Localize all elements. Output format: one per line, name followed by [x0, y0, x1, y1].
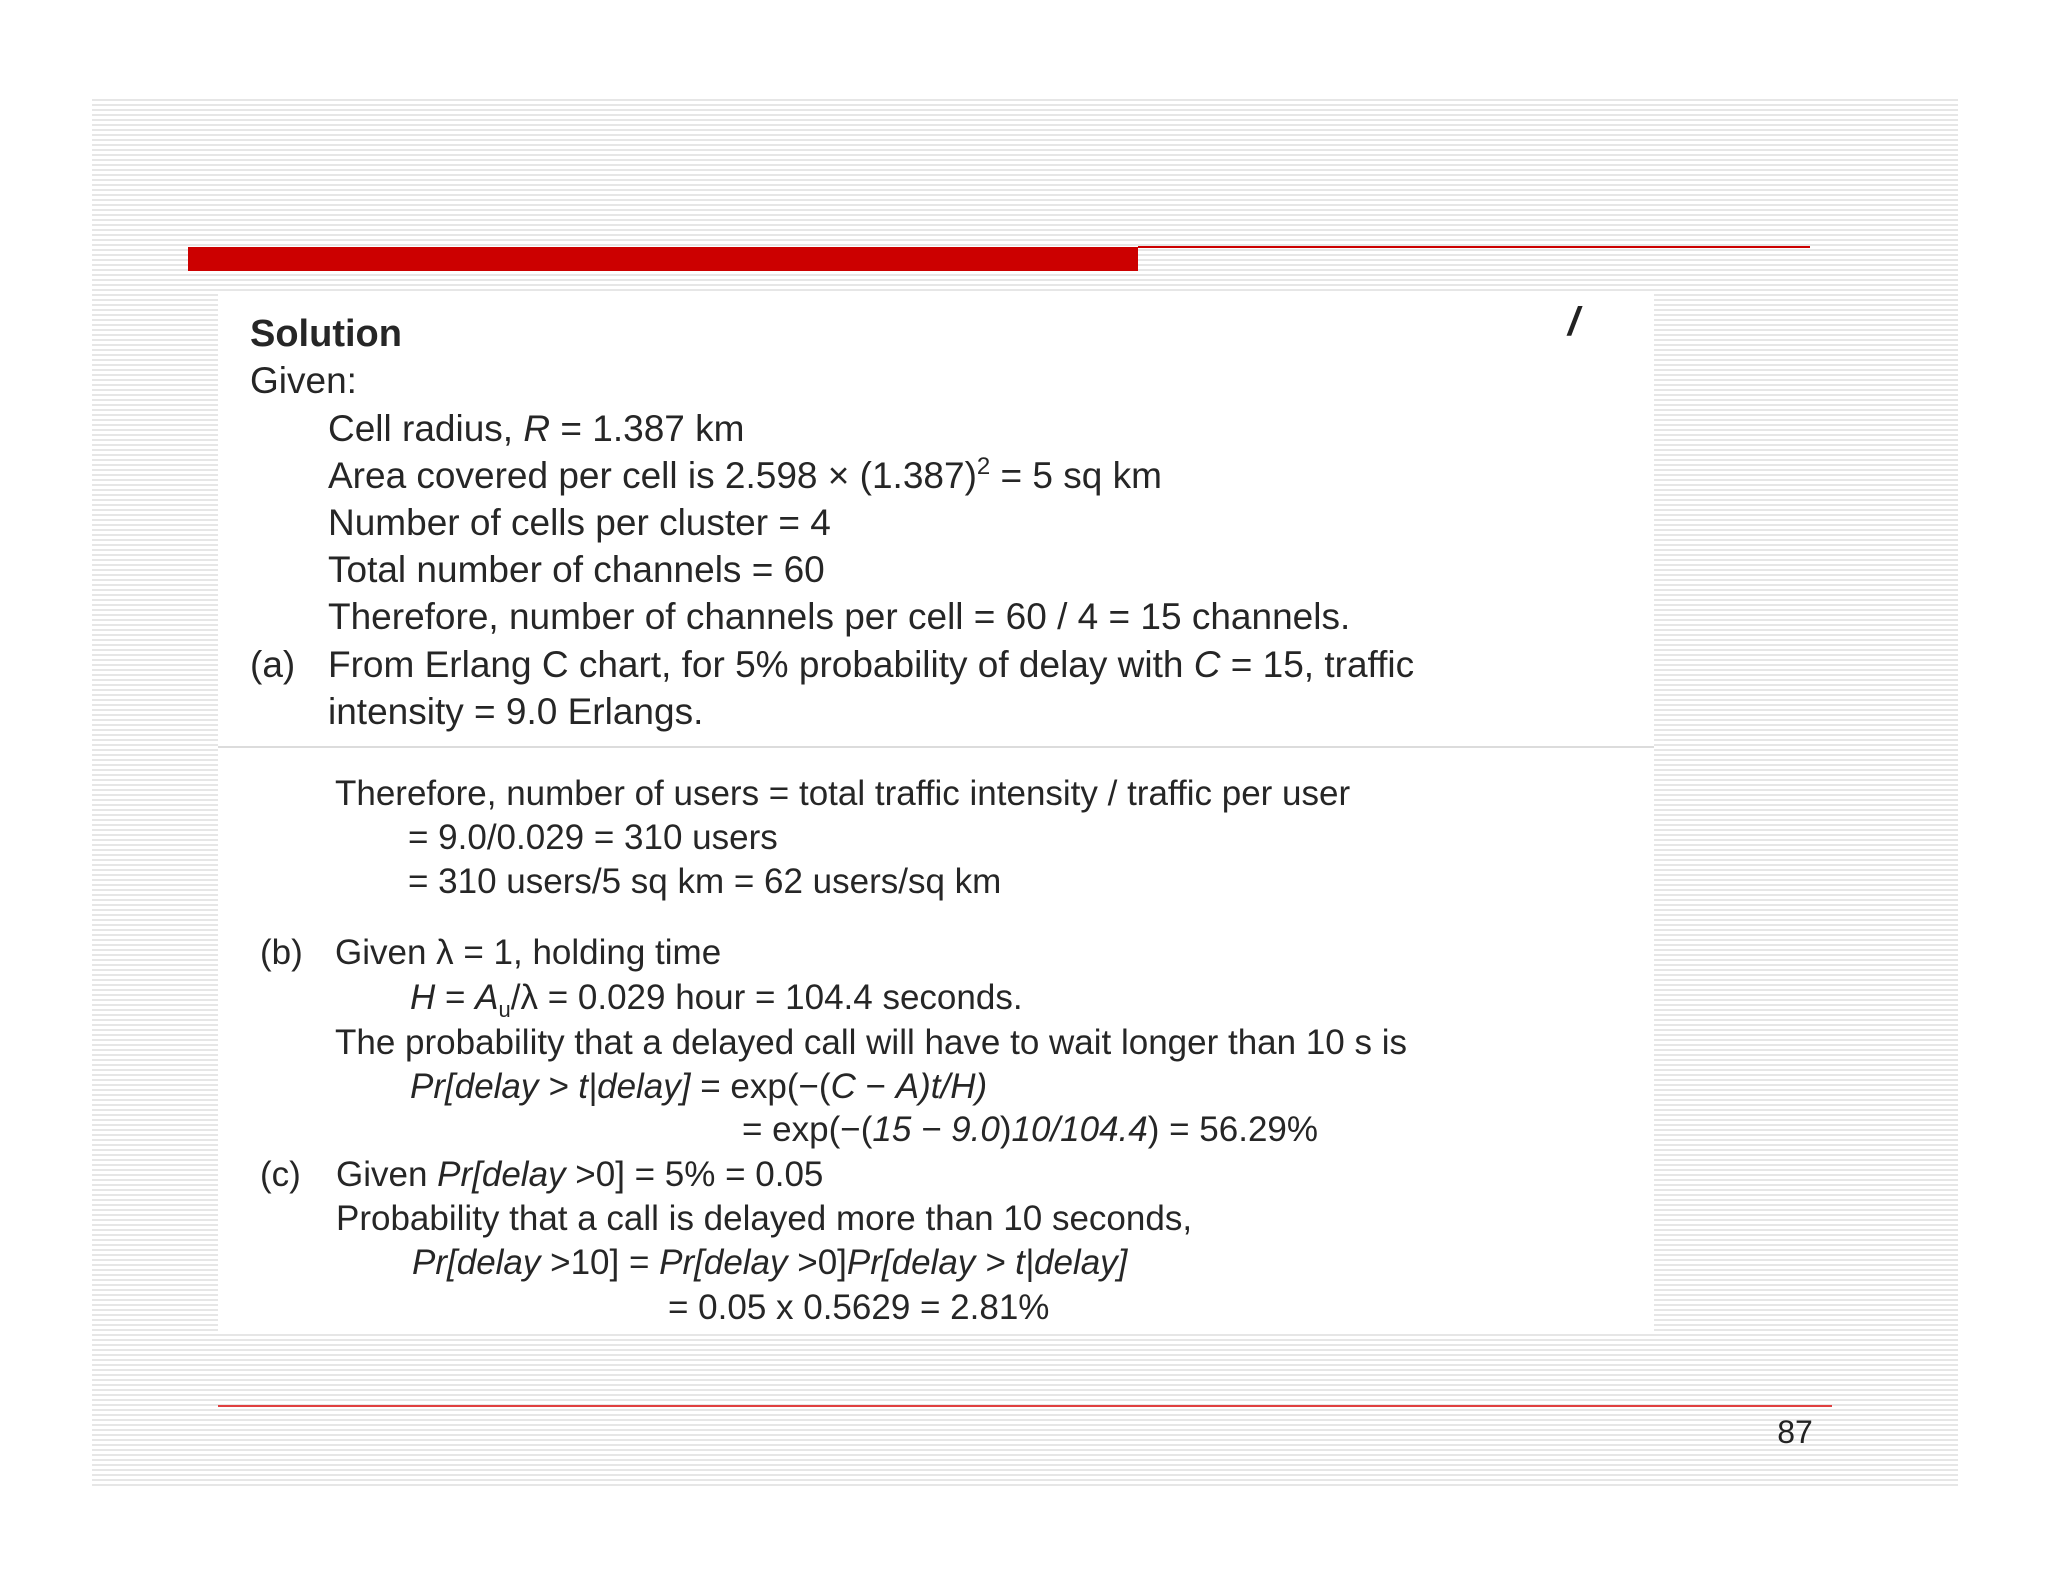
holding-time-line — [410, 978, 1023, 1022]
cell-radius-var: R — [523, 408, 551, 449]
footer-accent-line — [218, 1405, 1832, 1407]
traffic-subscript: u — [498, 997, 511, 1022]
delay-result-italic: 15 − 9.0 — [872, 1110, 1000, 1149]
part-c-line3-a: Pr[delay — [412, 1243, 541, 1282]
area-value: = 5 sq km — [990, 455, 1162, 496]
total-channels-line: Total number of channels = 60 — [328, 549, 825, 590]
title-accent-bar — [188, 247, 1138, 271]
part-b-line3: The probability that a delayed call will have to wait longer than 10 s is — [335, 1023, 1407, 1062]
delay-formula-line — [410, 1069, 987, 1104]
part-c-line4: = 0.05 x 0.5629 = 2.81% — [668, 1288, 1050, 1327]
cell-radius-prefix: Cell radius, — [328, 408, 524, 449]
part-c-line1 — [336, 1157, 823, 1192]
part-c-line3-c: Pr[delay — [659, 1243, 788, 1282]
part-a-line2: intensity = 9.0 Erlangs. — [328, 691, 704, 732]
part-a-label: (a) — [250, 644, 296, 685]
title-accent-line — [1138, 246, 1810, 248]
corner-mark: / — [1568, 300, 1580, 344]
traffic-var: A — [475, 978, 499, 1017]
area-prefix: Area covered per cell is 2.598 × (1.387) — [328, 455, 977, 496]
users-line1: Therefore, number of users = total traffic intensity / traffic per user — [335, 774, 1351, 813]
delay-formula-c: C — [830, 1067, 856, 1106]
delay-formula-pr: Pr[delay > t|delay] — [410, 1067, 691, 1106]
holding-time-value: /λ = 0.029 hour = 104.4 seconds. — [510, 978, 1023, 1017]
delay-formula-minus: − — [855, 1067, 896, 1106]
delay-result-italic2: 10/104.4 — [1011, 1110, 1148, 1149]
area-exponent: 2 — [976, 453, 991, 480]
cells-per-cluster-line: Number of cells per cluster = 4 — [328, 502, 831, 543]
part-c-line2: Probability that a call is delayed more than 10 seconds, — [336, 1199, 1193, 1238]
part-c-line1-a: Given — [336, 1155, 438, 1194]
part-c-line3 — [412, 1245, 1127, 1280]
part-c-line3-d: >0] — [787, 1243, 847, 1282]
part-c-line3-b: >10] = — [540, 1243, 660, 1282]
part-a-line1-suffix: = 15, traffic — [1220, 644, 1415, 685]
cell-radius-value: = 1.387 km — [550, 408, 745, 449]
delay-formula-eq: = exp(−( — [690, 1067, 831, 1106]
delay-result-b: ) — [999, 1110, 1012, 1149]
users-line3: = 310 users/5 sq km = 62 users/sq km — [408, 862, 1002, 901]
panel-divider — [218, 746, 1654, 748]
given-label: Given: — [250, 360, 357, 401]
part-b-label: (b) — [260, 933, 303, 972]
page-number: 87 — [1777, 1414, 1813, 1450]
holding-time-var: H — [410, 978, 436, 1017]
part-c-label: (c) — [260, 1155, 301, 1194]
delay-result-a: = exp(−( — [742, 1110, 873, 1149]
area-line — [328, 453, 1162, 496]
channels-per-cell-line: Therefore, number of channels per cell = 60 / 4 = 15 channels. — [328, 596, 1351, 637]
part-b-line1: Given λ = 1, holding time — [335, 933, 722, 972]
delay-result-line — [742, 1112, 1318, 1147]
solution-heading: Solution — [250, 313, 402, 355]
delay-formula-tail: )t/H) — [919, 1067, 988, 1106]
part-a-line1-prefix: From Erlang C chart, for 5% probability of delay with — [328, 644, 1194, 685]
part-a-line1 — [328, 646, 1414, 683]
cell-radius-line — [328, 410, 744, 447]
holding-time-equals: = — [435, 978, 476, 1017]
delay-result-value: ) = 56.29% — [1147, 1110, 1318, 1149]
users-line2: = 9.0/0.029 = 310 users — [408, 818, 778, 857]
delay-formula-a: A — [895, 1067, 920, 1106]
part-c-line1-italic: Pr[delay — [437, 1155, 566, 1194]
part-c-line3-e: Pr[delay > t|delay] — [846, 1243, 1128, 1282]
part-c-line1-b: >0] = 5% = 0.05 — [565, 1155, 824, 1194]
part-a-var: C — [1193, 644, 1221, 685]
